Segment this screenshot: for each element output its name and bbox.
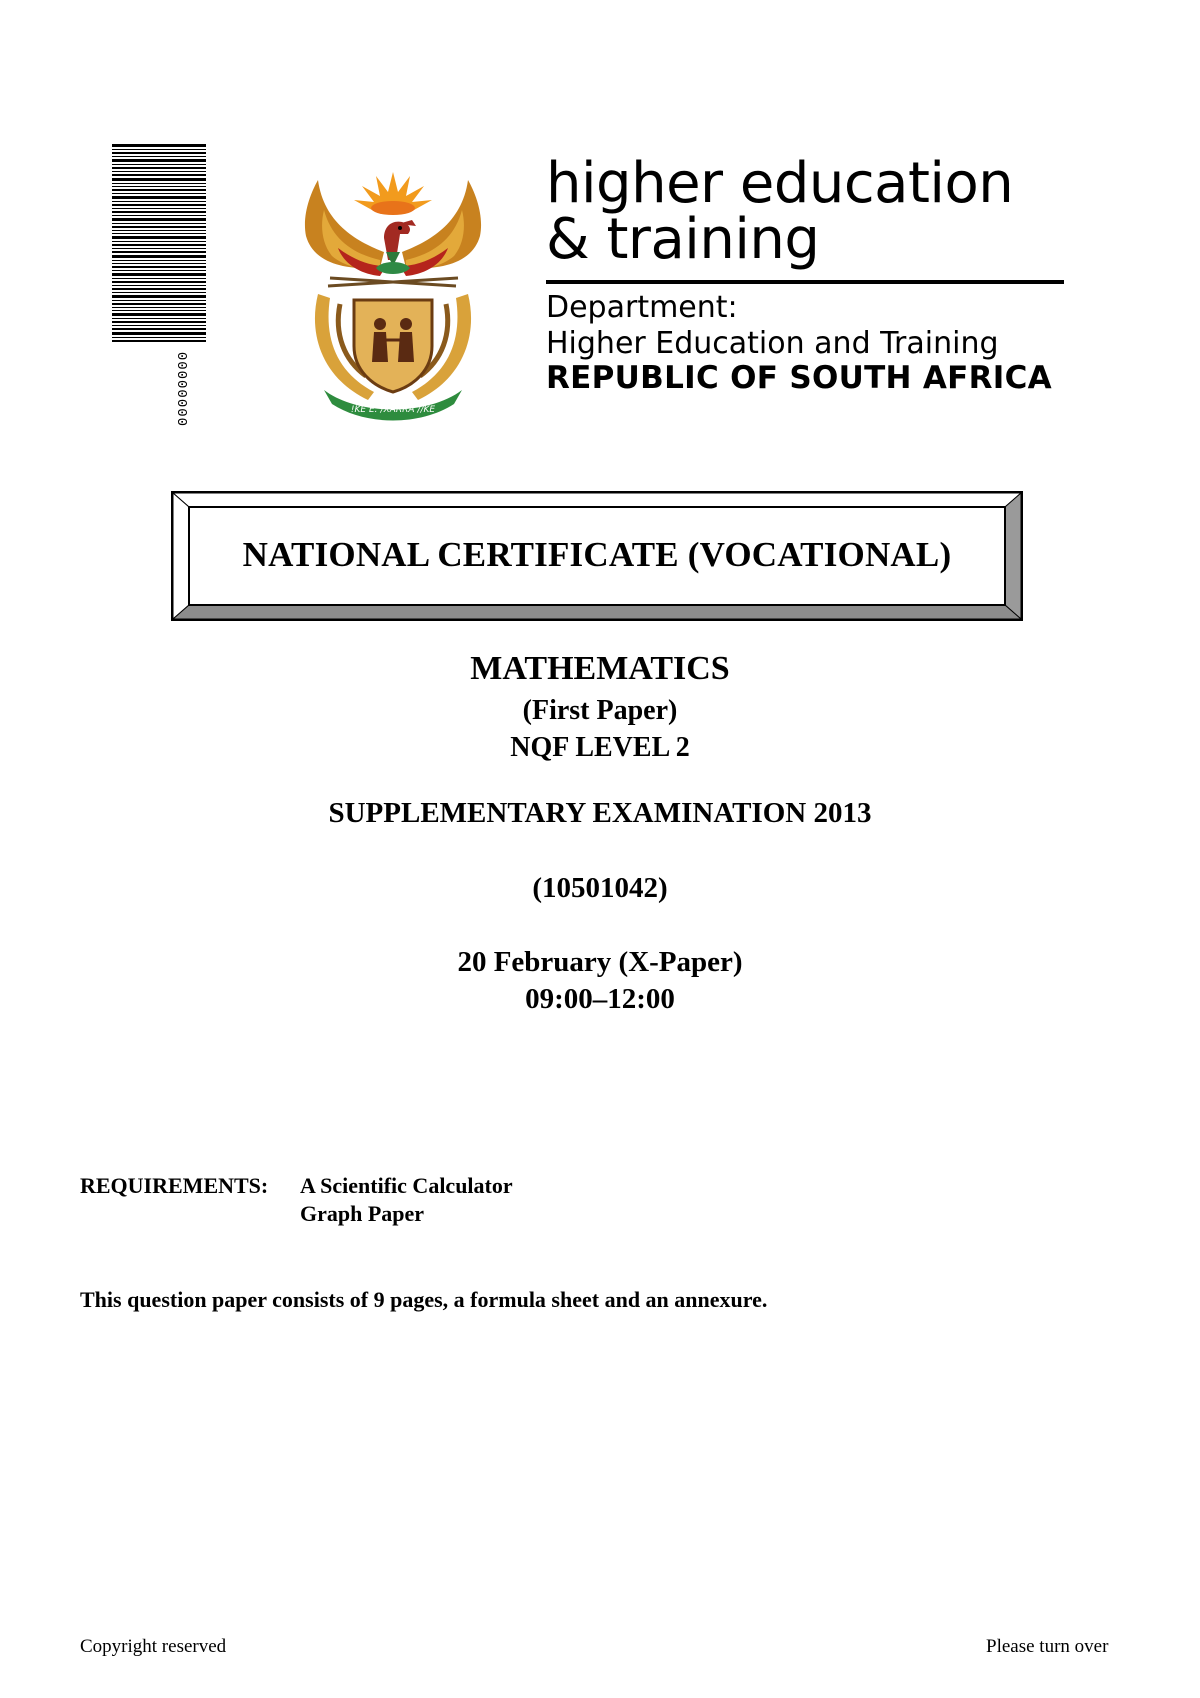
certificate-title: NATIONAL CERTIFICATE (VOCATIONAL)	[242, 535, 952, 574]
dept-wordmark-line2: & training	[546, 207, 820, 272]
exam-code: (10501042)	[532, 872, 668, 904]
shield-icon	[354, 300, 432, 392]
dept-divider	[546, 280, 1064, 284]
dept-name: Higher Education and Training	[546, 326, 999, 361]
dept-country: REPUBLIC OF SOUTH AFRICA	[546, 360, 1052, 396]
paper-composition-note: This question paper consists of 9 pages, a formula sheet and an annexure.	[80, 1287, 768, 1312]
department-block	[546, 151, 1066, 396]
requirement-item: A Scientific Calculator	[300, 1173, 513, 1198]
turn-over-footer: Please turn over	[986, 1636, 1109, 1657]
exam-date: 20 February (X-Paper)	[457, 946, 743, 978]
copyright-footer: Copyright reserved	[80, 1636, 227, 1657]
exam-subject: MATHEMATICS	[470, 650, 730, 687]
exam-session: SUPPLEMENTARY EXAMINATION 2013	[328, 797, 872, 829]
requirements-label: REQUIREMENTS:	[80, 1173, 269, 1198]
motto-text: !KE E: /XARRA //KE	[350, 405, 436, 415]
coat-of-arms-icon	[288, 164, 498, 422]
dept-wordmark-line1: higher education	[546, 151, 1014, 216]
exam-level: NQF LEVEL 2	[510, 732, 690, 763]
exam-time: 09:00–12:00	[525, 983, 675, 1015]
motto-ribbon	[324, 390, 462, 421]
barcode-number: 00000000	[176, 350, 192, 426]
sun-icon	[354, 172, 432, 215]
barcode-bars	[112, 144, 206, 342]
exam-paper: (First Paper)	[522, 695, 678, 726]
dept-label: Department:	[546, 290, 738, 325]
requirement-item: Graph Paper	[300, 1201, 425, 1226]
